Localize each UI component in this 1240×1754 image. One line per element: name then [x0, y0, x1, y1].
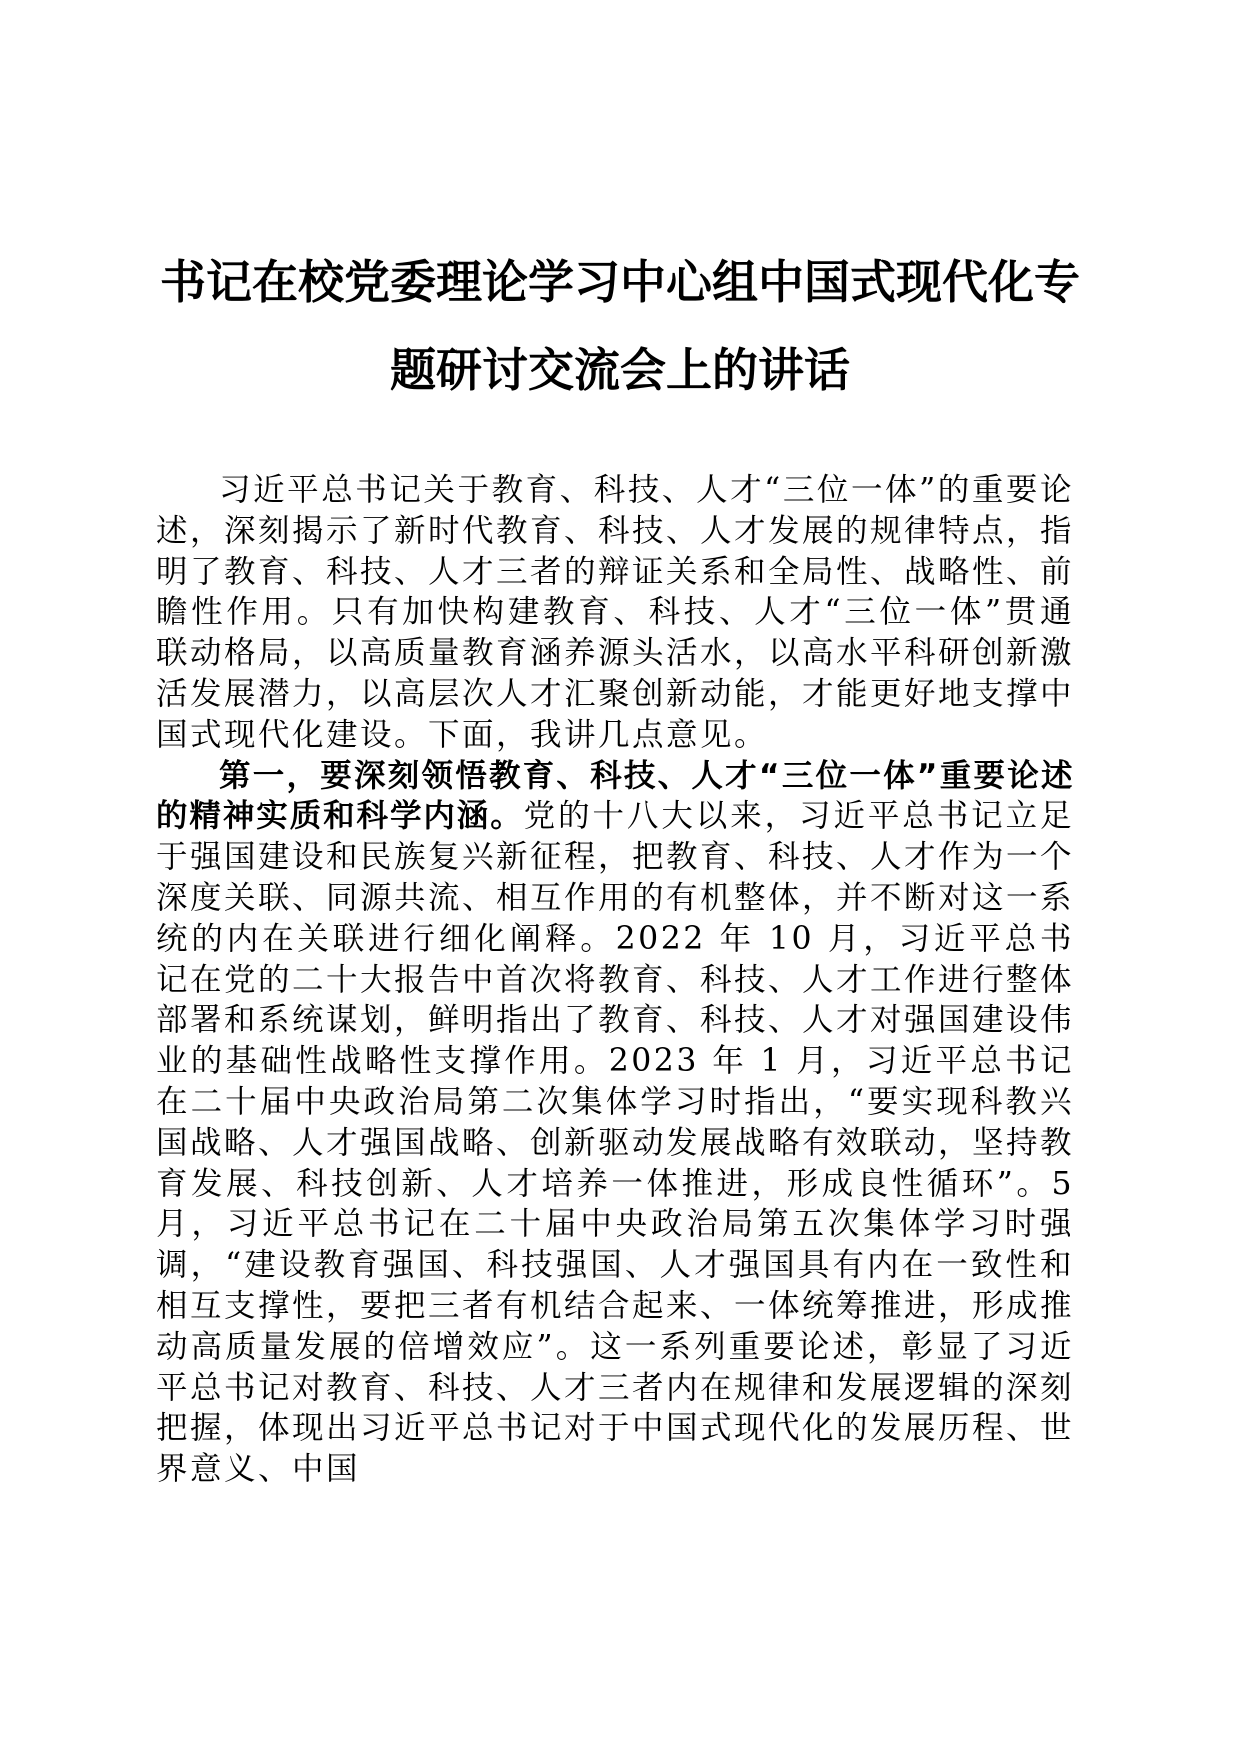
paragraph-intro — [156, 470, 1074, 756]
document-title: 书记在校党委理论学习中心组中国式现代化专题研讨交流会上的讲话 — [160, 255, 1080, 397]
paragraph-point-one-heading: 第一，要深刻领悟教育、科技、人才“三位一体”重要论述的精神实质和科学内涵。 — [156, 757, 1074, 835]
paragraph-point-one — [156, 756, 1074, 1490]
paragraph-point-one-text: 党的十八大以来，习近平总书记立足于强国建设和民族复兴新征程，把教育、科技、人才作为一个深度关联、同源共流、相互作用的有机整体，并不断对这一系统的内在关联进行细化阐释。2022 年 10 月，习近平总书记在党的二十大报告中首次将教育、科技、人才工作进行整体部署和系统谋划，鲜明指出了教育、科技、人才对强国建设伟业的基础性战略性支撑作用。2023 年 1 月，习近平总书记在二十届中央政治局第二次集体学习时指出，“要实现科教兴国战略、人才强国战略、创新驱动发展战略有效联动，坚持教育发展、科技创新、人才培养一体推进，形成良性循环”。5 月，习近平总书记在二十届中央政治局第五次集体学习时强调，“建设教育强国、科技强国、人才强国具有内在一致性和相互支撑性，要把三者有机结合起来、一体统筹推进，形成推动高质量发展的倍增效应”。这一系列重要论述，彰显了习近平总书记对教育、科技、人才三者内在规律和发展逻辑的深刻把握，体现出习近平总书记对于中国式现代化的发展历程、世界意义、中国 — [156, 798, 1075, 1488]
document-body — [156, 470, 1074, 1490]
paragraph-intro-text: 习近平总书记关于教育、科技、人才“三位一体”的重要论述，深刻揭示了新时代教育、科技、人才发展的规律特点，指明了教育、科技、人才三者的辩证关系和全局性、战略性、前瞻性作用。只有加快构建教育、科技、人才“三位一体”贯通联动格局，以高质量教育涵养源头活水，以高水平科研创新激活发展潜力，以高层次人才汇聚创新动能，才能更好地支撑中国式现代化建设。下面，我讲几点意见。 — [156, 472, 1075, 753]
